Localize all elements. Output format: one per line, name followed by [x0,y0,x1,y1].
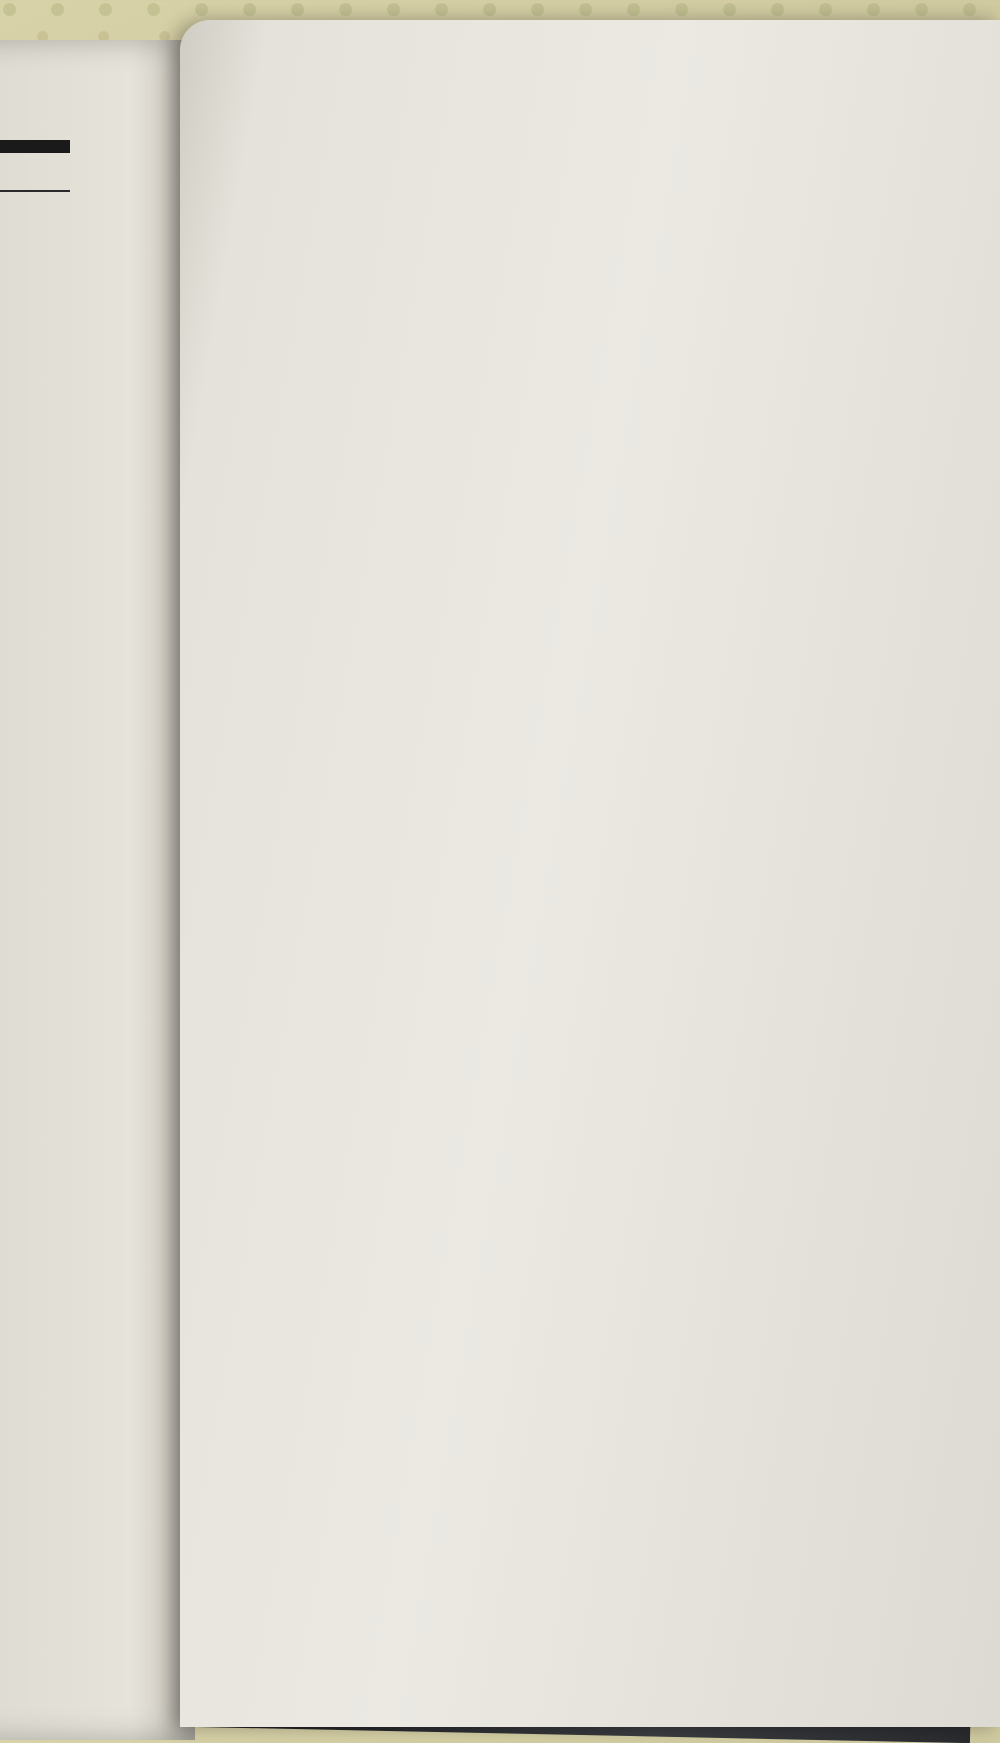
left-page [0,40,195,1740]
table-of-contents [192,95,989,317]
left-page-heading-rule [0,140,70,153]
left-page-thin-rule [0,190,70,192]
